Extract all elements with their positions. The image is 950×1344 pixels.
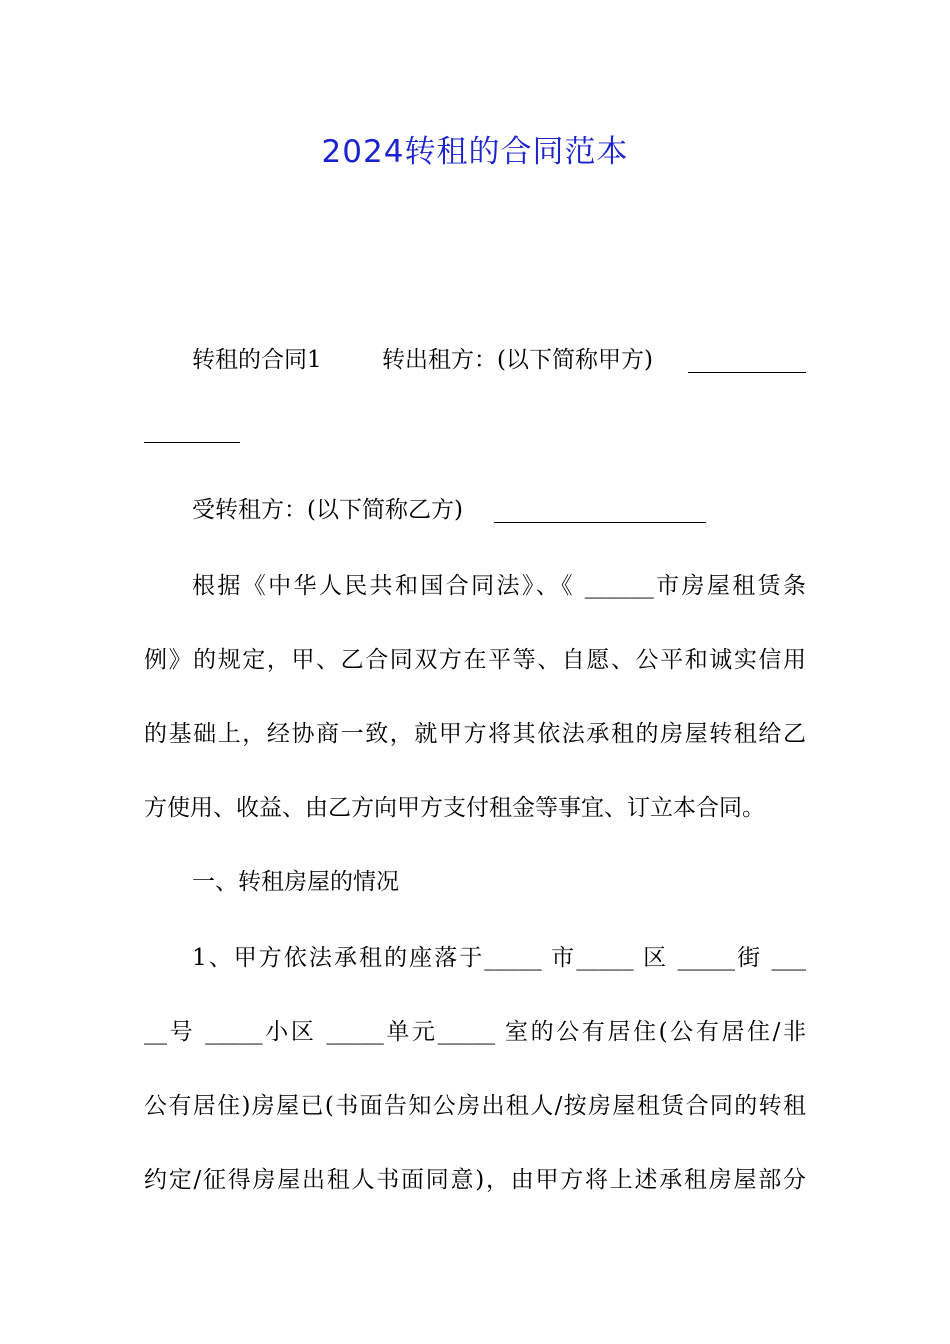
document-title: 2024转租的合同范本 [321, 134, 629, 170]
clause-line-2: __号 _____小区 _____单元_____ 室的公有居住(公有居住/非 [144, 1019, 806, 1045]
party-a-blank-continuation [0, 412, 950, 460]
party-a-line [0, 336, 950, 384]
preamble-line-1: 根据《中华人民共和国合同法》、《 ______市房屋租赁条 [192, 573, 806, 599]
contract-number: 转租的合同1 [192, 347, 322, 373]
party-a-label: 转出租方：(以下简称甲方) [382, 347, 653, 373]
party-b-blank [494, 522, 706, 523]
party-a-blank-2 [144, 442, 240, 443]
section-heading: 一、转租房屋的情况 [192, 869, 399, 895]
clause-line-4: 约定/征得房屋出租人书面同意)，由甲方将上述承租房屋部分 [144, 1167, 806, 1193]
party-b-line [0, 486, 950, 534]
preamble-line-4: 方使用、收益、由乙方向甲方支付租金等事宜、订立本合同。 [144, 795, 765, 821]
preamble-line-3: 的基础上，经协商一致，就甲方将其依法承租的房屋转租给乙 [144, 721, 806, 747]
clause-line-1: 1、甲方依法承租的座落于_____ 市_____ 区 _____街 ___ [192, 945, 806, 971]
clause-line-3: 公有居住)房屋已(书面告知公房出租人/按房屋租赁合同的转租 [144, 1093, 806, 1119]
party-b-label: 受转租方：(以下简称乙方) [192, 497, 463, 523]
party-a-blank [688, 372, 806, 373]
preamble-line-2: 例》的规定，甲、乙合同双方在平等、自愿、公平和诚实信用 [144, 647, 806, 673]
